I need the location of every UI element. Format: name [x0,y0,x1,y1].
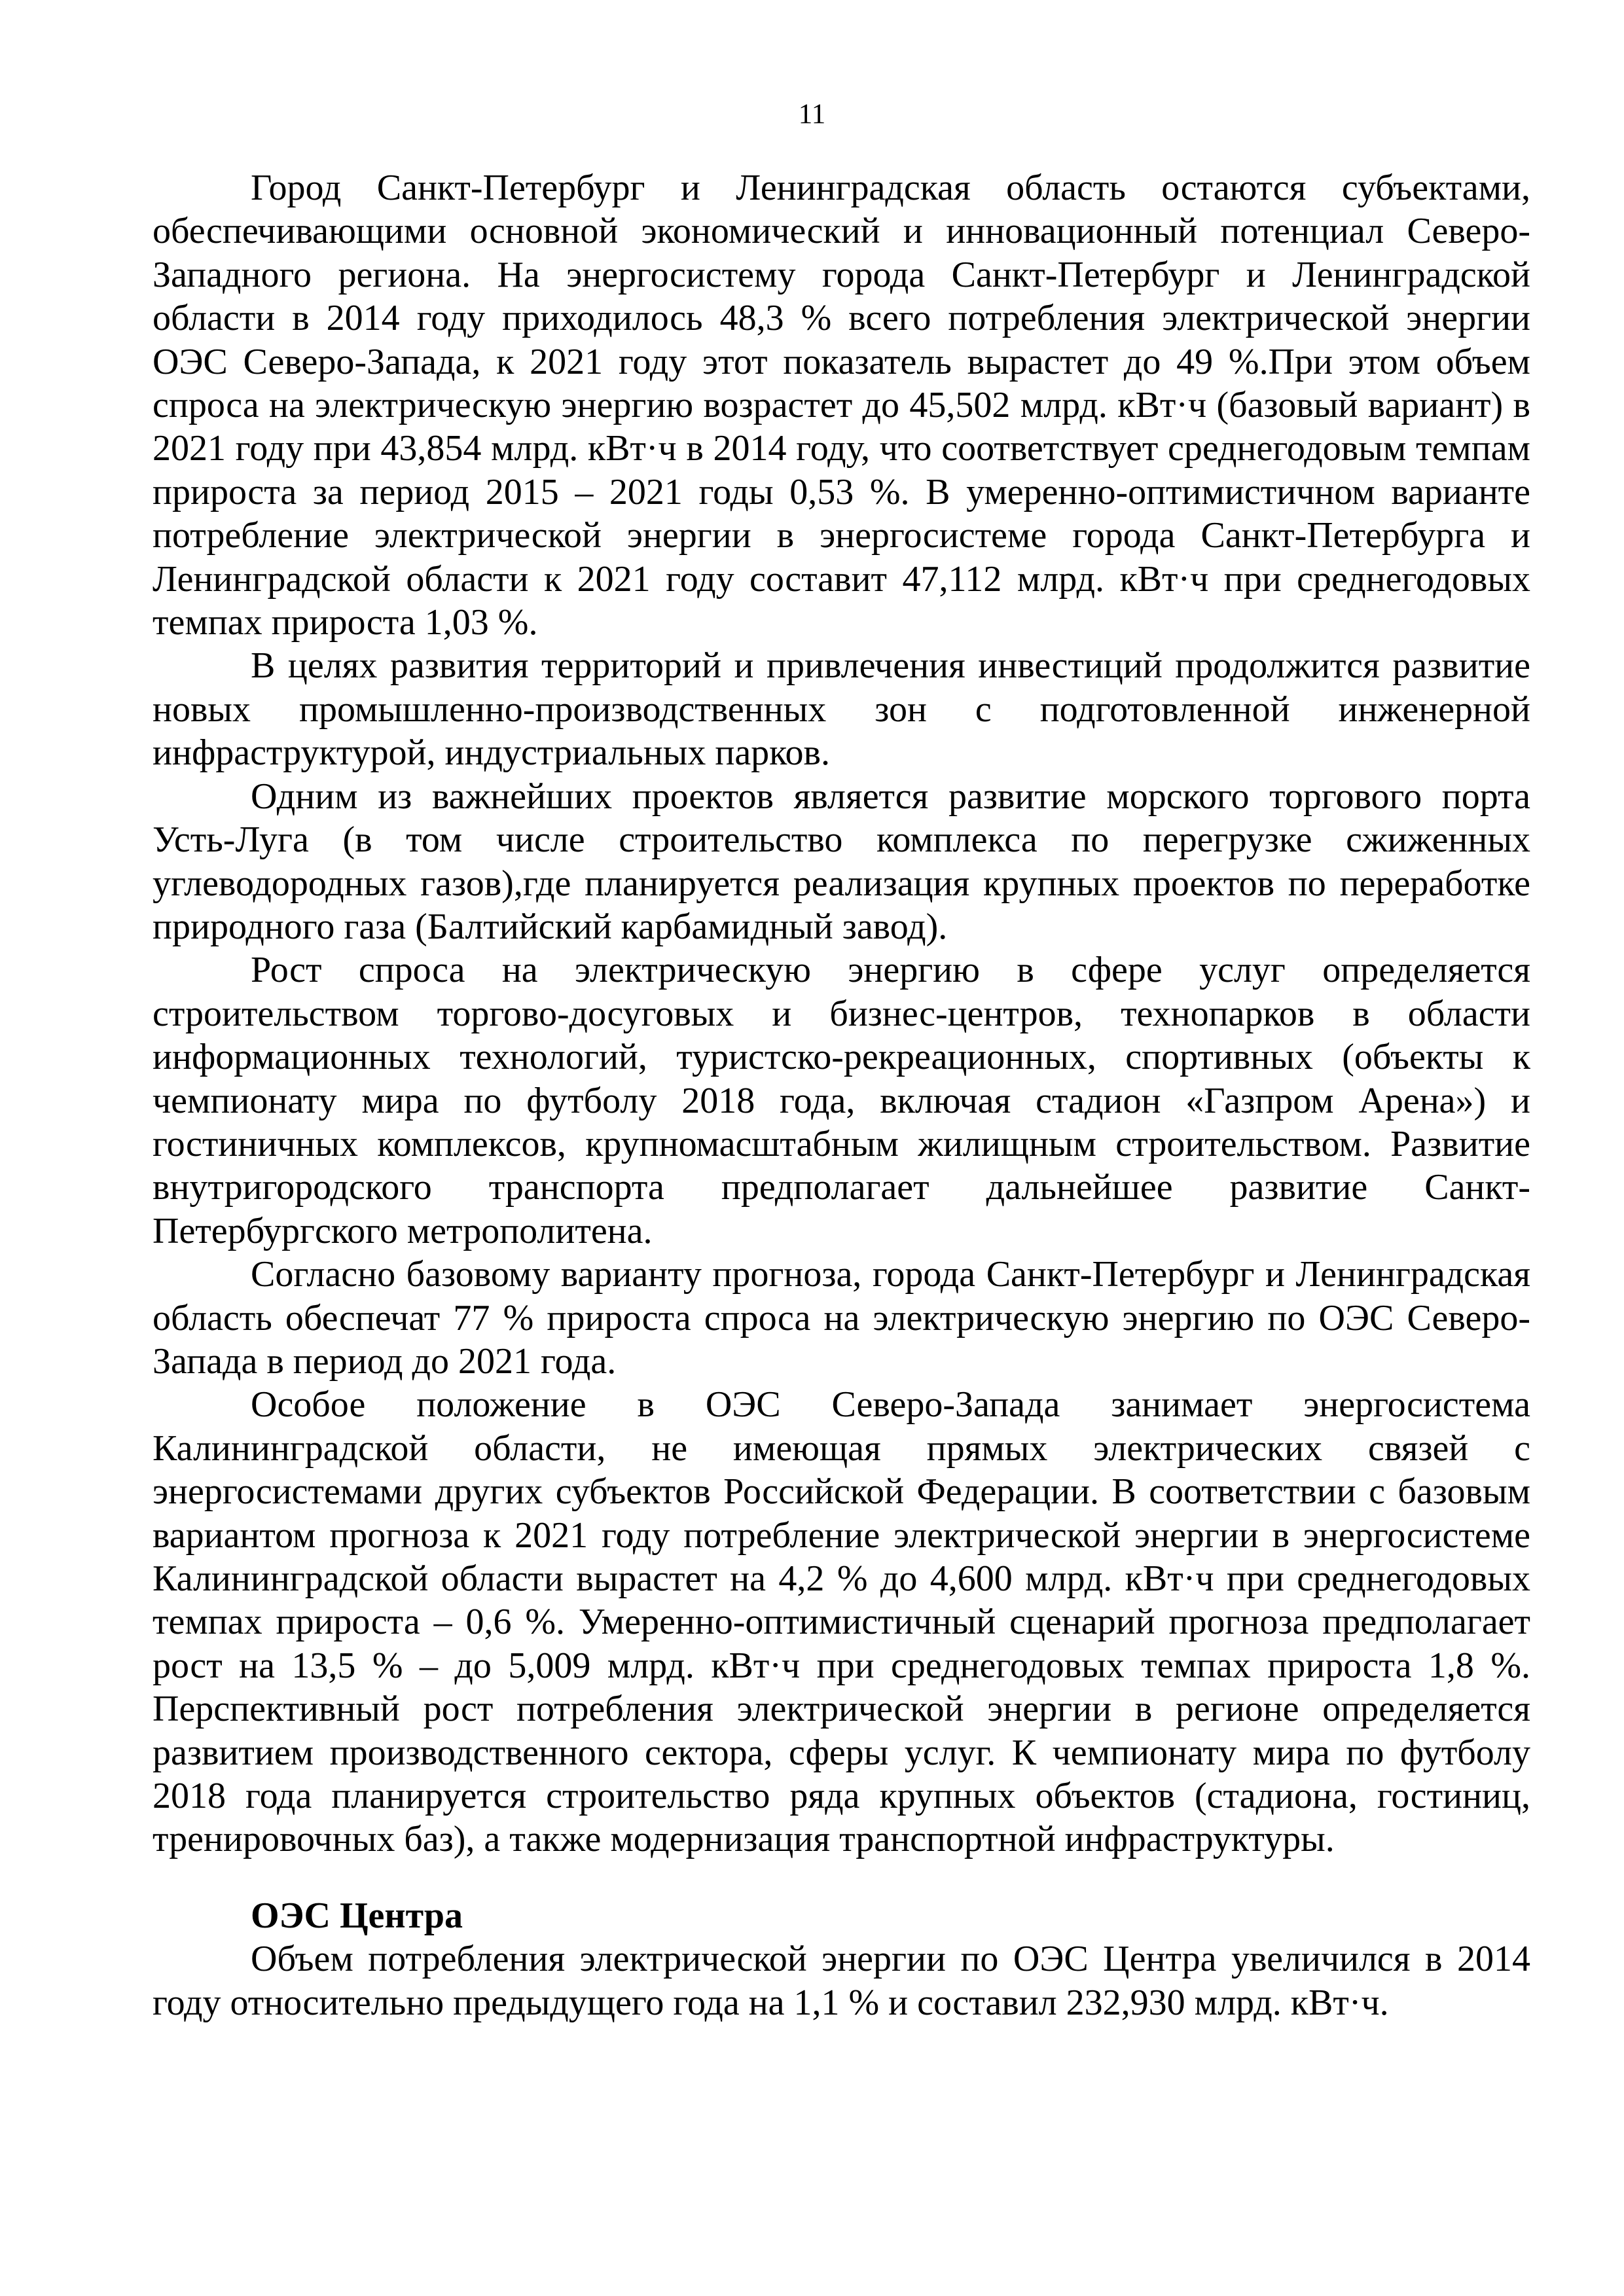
paragraph-services-demand: Рост спроса на электрическую энергию в сфере услуг определяется строительством торгово-досуговых и бизнес-центров, технопарков в области информационных технологий, туристско-рекреационных, спортивных (объекты к чемпионату мира по футболу 2018 года, включая стадион «Газпром Арена») и гостиничных комплексов, крупномасштабным жилищным строительством. Развитие внутригородского транспорта предполагает дальнейшее развитие Санкт-Петербургского метрополитена. [153,950,1530,1251]
paragraph-ces-center: Объем потребления электрической энергии по ОЭС Центра увеличился в 2014 году относительно предыдущего года на 1,1 % и составил 232,930 млрд. кВт·ч. [153,1939,1530,2023]
section-heading: ОЭС Центра [251,1895,463,1936]
paragraph-base-forecast: Согласно базовому варианту прогноза, города Санкт-Петербург и Ленинградская область обеспечат 77 % прироста спроса на электрическую энергию по ОЭС Северо-Запада в период до 2021 года. [153,1254,1530,1382]
paragraph-ust-luga-port: Одним из важнейших проектов является развитие морского торгового порта Усть-Луга (в том числе строительство комплекса по перегрузке сжиженных углеводородных газов),где планируется реализация крупных проектов по переработке природного газа (Балтийский карбамидный завод). [153,776,1530,947]
paragraph-kaliningrad: Особое положение в ОЭС Северо-Запада занимает энергосистема Калининградской области, не имеющая прямых электрических связей с энергосистемами других субъектов Российской Федерации. В соответствии с базовым вариантом прогноза к 2021 году потребление электрической энергии в энергосистеме Калининградской области вырастет на 4,2 % до 4,600 млрд. кВт·ч при среднегодовых темпах прироста – 0,6 %. Умеренно-оптимистичный сценарий прогноза предполагает рост на 13,5 % – до 5,009 млрд. кВт·ч при среднегодовых темпах прироста 1,8 %. Перспективный рост потребления электрической энергии в регионе определяется развитием производственного сектора, сферы услуг. К чемпионату мира по футболу 2018 года планируется строительство ряда крупных объектов (стадиона, гостиниц, тренировочных баз), а также модернизация транспортной инфраструктуры. [153,1384,1530,1860]
paragraph-industrial-zones: В целях развития территорий и привлечения инвестиций продолжится развитие новых промышленно-производственных зон с подготовленной инженерной инфраструктурой, индустриальных парков. [153,645,1530,774]
paragraph-spb-leningrad: Город Санкт-Петербург и Ленинградская область остаются субъектами, обеспечивающими основной экономический и инновационный потенциал Северо-Западного региона. На энергосистему города Санкт-Петербург и Ленинградской области в 2014 году приходилось 48,3 % всего потребления электрической энергии ОЭС Северо-Запада, к 2021 году этот показатель вырастет до 49 %.При этом объем спроса на электрическую энергию возрастет до 45,502 млрд. кВт·ч (базовый вариант) в 2021 году при 43,854 млрд. кВт·ч в 2014 году, что соответствует среднегодовым темпам прироста за период 2015 – 2021 годы 0,53 %. В умеренно-оптимистичном варианте потребление электрической энергии в энергосистеме города Санкт-Петербурга и Ленинградской области к 2021 году составит 47,112 млрд. кВт·ч при среднегодовых темпах прироста 1,03 %. [153,168,1530,643]
document-body [153,166,1530,2024]
page-number: 11 [798,99,826,130]
